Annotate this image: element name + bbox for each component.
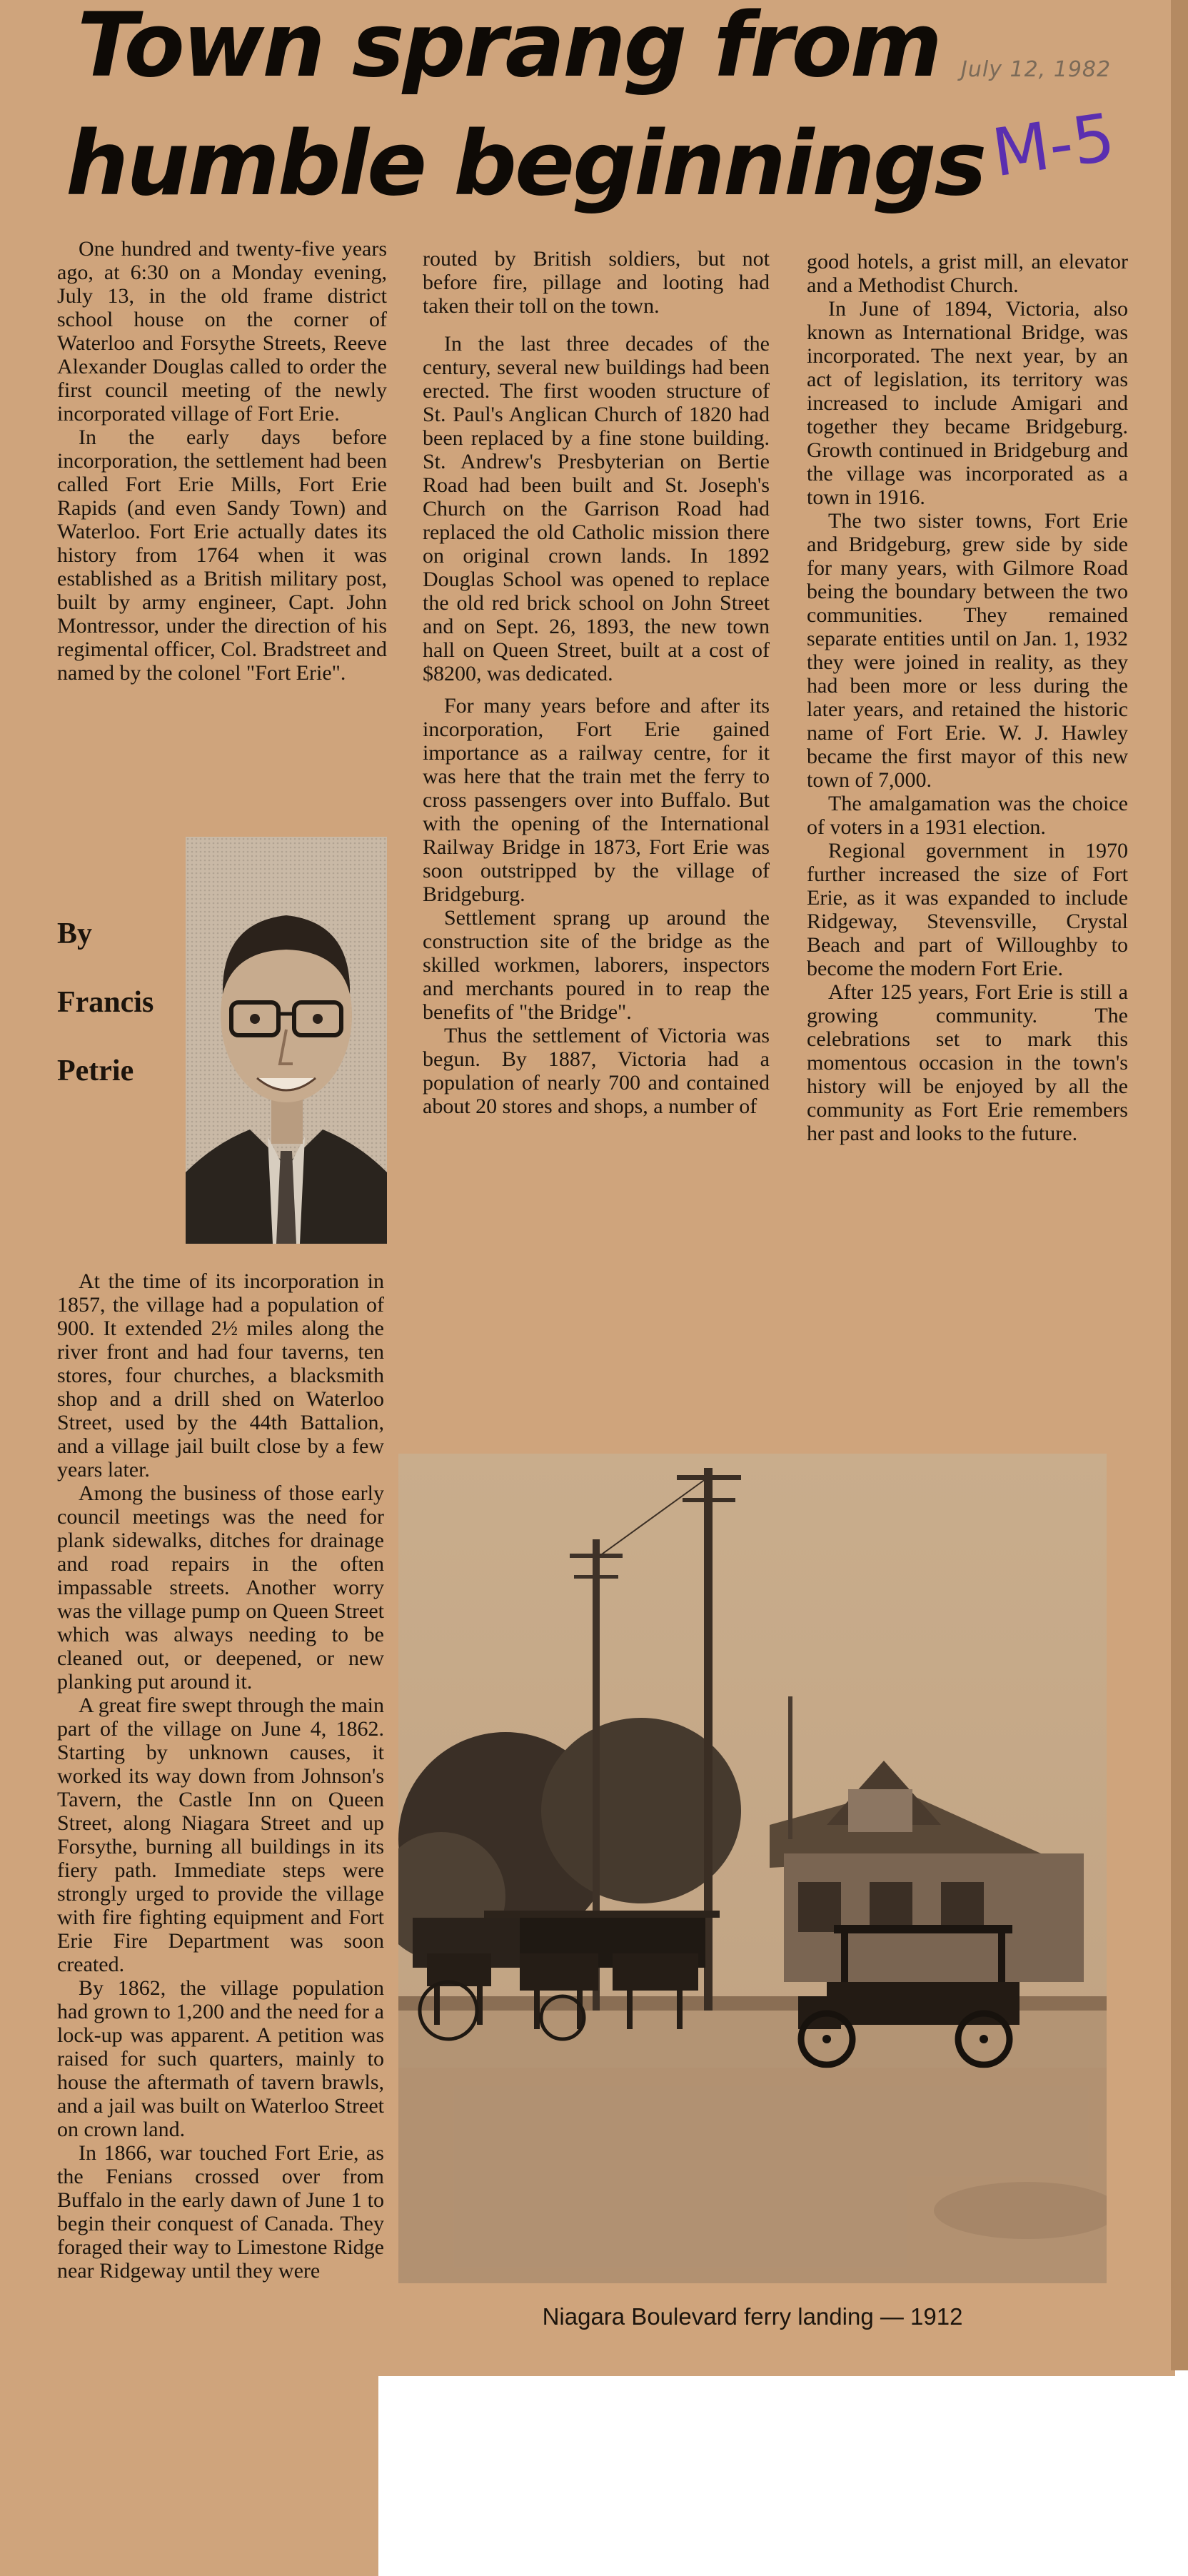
article-column-2	[423, 247, 770, 1118]
historic-photo	[398, 1454, 1107, 2283]
newspaper-clipping-lower	[0, 2375, 378, 2576]
article-column-1-bottom	[57, 1269, 384, 2283]
paragraph: routed by British soldiers, but not before fire, pillage and looting had taken their toll on the town.	[423, 247, 770, 318]
paragraph: In the early days before incorporation, the settlement had been called Fort Erie Mills, Fort Erie Rapids (and even Sandy Town) and Waterloo. Fort Erie actually dates its history from 1764 when it was established as a British military post, built by army engineer, Capt. John Montressor, under the direction of his regimental officer, Col. Bradstreet and named by the colonel "Fort Erie".	[57, 426, 387, 685]
paragraph: In the last three decades of the century, several new buildings had been erected. The first wooden structure of St. Paul's Anglican Church of 1820 had been replaced by a fine stone building. St. Andrew's Presbyterian on Bertie Road had been built and St. Joseph's Church on the Garrison Road had replaced the old Catholic mission there on original crown lands. In 1892 Douglas School was opened to replace the old red brick school on John Street and on Sept. 26, 1893, the new town hall on Queen Street, built at a cost of $8200, was dedicated.	[423, 332, 770, 685]
paragraph: In 1866, war touched Fort Erie, as the Fenians crossed over from Buffalo in the early dawn of June 1 to begin their conquest of Canada. They foraged their way to Limestone Ridge near Ridgeway until they were	[57, 2141, 384, 2283]
ferry-landing-photo	[398, 1454, 1107, 2283]
byline	[57, 900, 153, 1105]
photo-caption: Niagara Boulevard ferry landing — 1912	[542, 2303, 963, 2330]
clipping-edge	[1171, 0, 1188, 2370]
paragraph: The amalgamation was the choice of voters in a 1931 election.	[807, 792, 1128, 839]
paragraph: The two sister towns, Fort Erie and Bridgeburg, grew side by side for many years, with Gilmore Road being the boundary between the two communities. They remained separate entities until on Jan. 1, 1932 they were joined in reality, as they had been more or less during the later years, and retained the historic name of Fort Erie. W. J. Hawley became the first mayor of this new town of 7,000.	[807, 509, 1128, 792]
paragraph: After 125 years, Fort Erie is still a growing community. The celebrations set to mark this momentous occasion in the town's history will be enjoyed by all the community as Fort Erie remembers her past and looks to the future.	[807, 980, 1128, 1145]
paragraph: For many years before and after its incorporation, Fort Erie gained importance as a railway centre, for it was here that the train met the ferry to cross passengers over into Buffalo. But with the opening of the International Railway Bridge in 1873, Fort Erie was soon outstripped by the village of Bridgeburg.	[423, 694, 770, 906]
byline-last-name: Petrie	[57, 1055, 134, 1087]
paragraph: By 1862, the village population had grown to 1,200 and the need for a lock-up was apparent. A petition was raised for such quarters, mainly to house the aftermath of tavern brawls, and a jail was built on Waterloo Street on crown land.	[57, 1976, 384, 2141]
paragraph: Thus the settlement of Victoria was begun. By 1887, Victoria had a population of nearly 700 and contained about 20 stores and shops, a number of	[423, 1024, 770, 1118]
handwritten-date: July 12, 1982	[961, 57, 1112, 82]
article-column-1-top	[57, 237, 387, 685]
byline-first-name: Francis	[57, 986, 154, 1019]
article-column-3	[807, 250, 1128, 1145]
headline-line-1: Town sprang from	[77, 0, 940, 97]
paragraph: One hundred and twenty-five years ago, at 6:30 on a Monday evening, July 13, in the old frame district school house on the corner of Waterloo and Forsythe Streets, Reeve Alexander Douglas called to order the first council meeting of the newly incorporated village of Fort Erie.	[57, 237, 387, 426]
handwritten-file-code: M-5	[987, 99, 1119, 192]
paragraph: In June of 1894, Victoria, also known as International Bridge, was incorporated. The next year, by an act of legislation, its territory was increased to include Amigari and together they became Bridgeburg. Growth continued in Bridgeburg and the village was incorporated as a town in 1916.	[807, 297, 1128, 509]
paragraph: Settlement sprang up around the construction site of the bridge as the skilled workmen, laborers, inspectors and merchants poured in to reap the benefits of "the Bridge".	[423, 906, 770, 1024]
paragraph: good hotels, a grist mill, an elevator and a Methodist Church.	[807, 250, 1128, 297]
byline-by: By	[57, 917, 93, 950]
paragraph: Regional government in 1970 further increased the size of Fort Erie, as it was expanded to include Ridgeway, Stevensville, Crystal Beach and part of Willoughby to become the modern Fort Erie.	[807, 839, 1128, 980]
author-portrait	[186, 837, 387, 1244]
author-portrait-photo	[186, 837, 387, 1244]
headline-line-2: humble beginnings	[66, 113, 985, 216]
paragraph: Among the business of those early council meetings was the need for plank sidewalks, ditches for drainage and road repairs in the often impassable streets. Another worry was the village pump on Queen Street which was always needing to be cleaned out, or deepened, or new planking put around it.	[57, 1481, 384, 1694]
paragraph: A great fire swept through the main part of the village on June 4, 1862. Starting by unknown causes, it worked its way down from Johnson's Tavern, the Castle Inn on Queen Street, along Niagara Street and up Forsythe, burning all buildings in its fiery path. Immediate steps were strongly urged to provide the village with fire fighting equipment and Fort Erie Fire Department was soon created.	[57, 1694, 384, 1976]
paragraph: At the time of its incorporation in 1857, the village had a population of 900. It extended 2½ miles along the river front and had four taverns, ten stores, four churches, a blacksmith shop and a drill shed on Waterloo Street, used by the 44th Battalion, and a village jail built close by a few years later.	[57, 1269, 384, 1481]
